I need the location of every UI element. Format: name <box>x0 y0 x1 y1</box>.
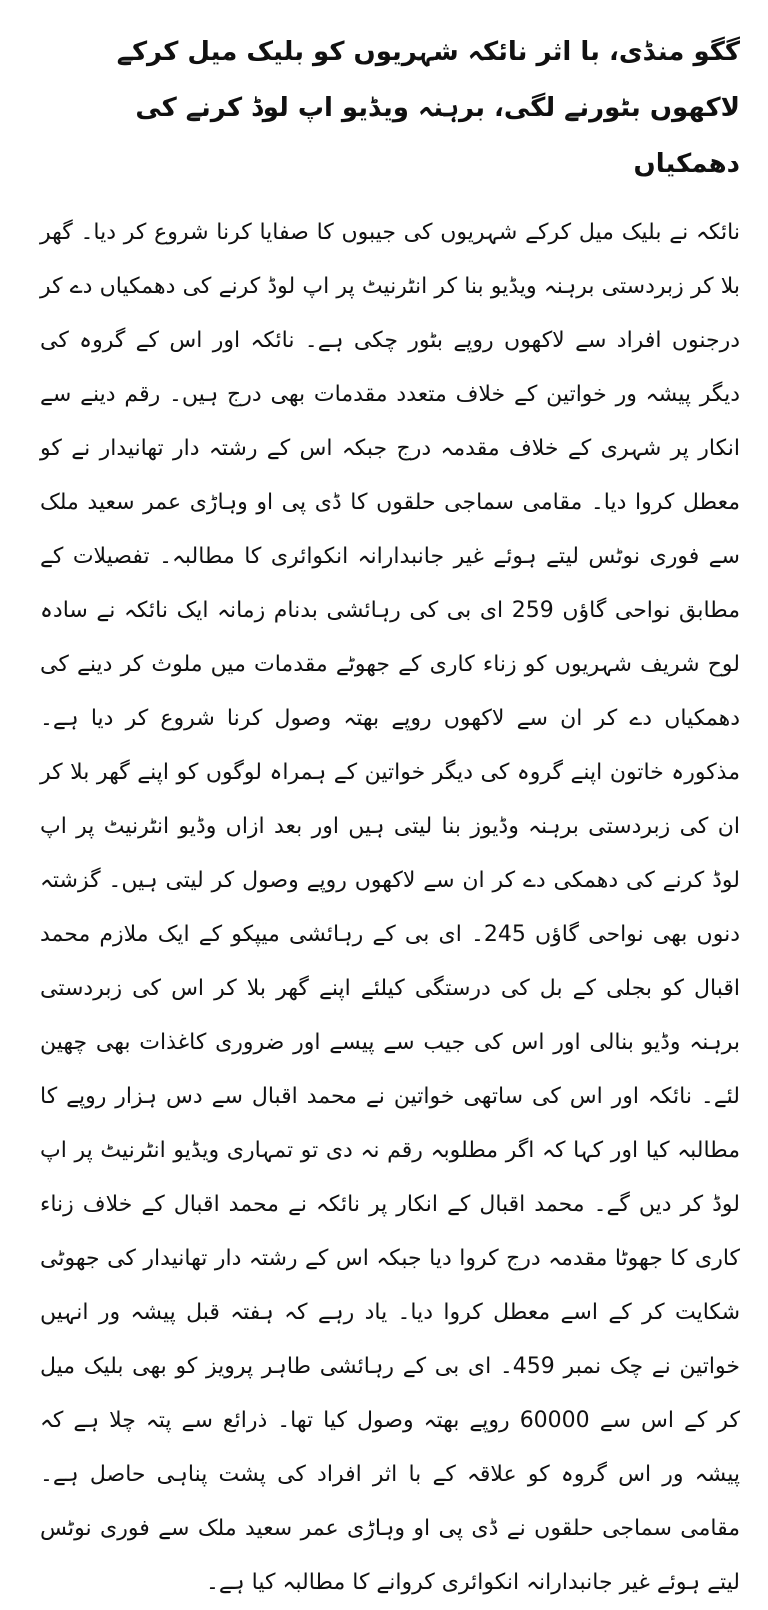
article-body: نائکہ نے بلیک میل کرکے شہریوں کی جیبوں کا صفایا کرنا شروع کر دیا۔ گھر بلا کر زبردستی برہنہ ویڈیو بنا کر انٹرنیٹ پر اپ لوڈ کرنے کی دھمکیاں دے کر درجنوں افراد سے لاکھوں روپے بٹور چکی ہے۔ نائکہ اور اس کے گروہ کی دیگر پیشہ ور خواتین کے خلاف متعدد مقدمات بھی درج ہیں۔ رقم دینے سے انکار پر شہری کے خلاف مقدمہ درج جبکہ اس کے رشتہ دار تھانیدار نے کو معطل کروا دیا۔ مقامی سماجی حلقوں کا ڈی پی او وہاڑی عمر سعید ملک سے فوری نوٹس لیتے ہوئے غیر جانبدارانہ انکوائری کا مطالبہ۔ تفصیلات کے مطابق نواحی گاؤں 259 ای بی کی رہائشی بدنام زمانہ ایک نائکہ نے سادہ لوح شریف شہریوں کو زناء کاری کے جھوٹے مقدمات میں ملوث کر دینے کی دھمکیاں دے کر ان سے لاکھوں روپے بھتہ وصول کرنا شروع کر دیا ہے۔ مذکورہ خاتون اپنے گروہ کی دیگر خواتین کے ہمراہ لوگوں کو اپنے گھر بلا کر ان کی زبردستی برہنہ وڈیوز بنا لیتی ہیں اور بعد ازاں وڈیو انٹرنیٹ پر اپ لوڈ کرنے کی دھمکی دے کر ان سے لاکھوں روپے وصول کر لیتی ہیں۔ گزشتہ دنوں بھی نواحی گاؤں 245۔ ای بی کے رہائشی میپکو کے ایک ملازم محمد اقبال کو بجلی کے بل کی درستگی کیلئے اپنے گھر بلا کر اس کی زبردستی برہنہ وڈیو بنالی اور اس کی جیب سے پیسے اور ضروری کاغذات بھی چھین لئے۔ نائکہ اور اس کی ساتھی خواتین نے محمد اقبال سے دس ہزار روپے کا مطالبہ کیا اور کہا کہ اگر مطلوبہ رقم نہ دی تو تمہاری ویڈیو انٹرنیٹ پر اپ لوڈ کر دیں گے۔ محمد اقبال کے انکار پر نائکہ نے محمد اقبال کے خلاف زناء کاری کا جھوٹا مقدمہ درج کروا دیا جبکہ اس کے رشتہ دار تھانیدار کی جھوٹی شکایت کر کے اسے معطل کروا دیا۔ یاد رہے کہ ہفتہ قبل پیشہ ور انہیں خواتین نے چک نمبر 459۔ ای بی کے رہائشی طاہر پرویز کو بھی بلیک میل کر کے اس سے 60000 روپے بھتہ وصول کیا تھا۔ ذرائع سے پتہ چلا ہے کہ پیشہ ور اس گروہ کو علاقہ کے با اثر افراد کی پشت پناہی حاصل ہے۔ مقامی سماجی حلقوں نے ڈی پی او وہاڑی عمر سعید ملک سے فوری نوٹس لیتے ہوئے غیر جانبدارانہ انکوائری کروانے کا مطالبہ کیا ہے۔ <box>40 220 740 1595</box>
article-headline: گگو منڈی، با اثر نائکہ شہریوں کو بلیک میل کرکے لاکھوں بٹورنے لگی، برہنہ ویڈیو اپ لوڈ کرنے کی دھمکیاں <box>116 37 740 179</box>
news-article <box>40 24 740 1610</box>
